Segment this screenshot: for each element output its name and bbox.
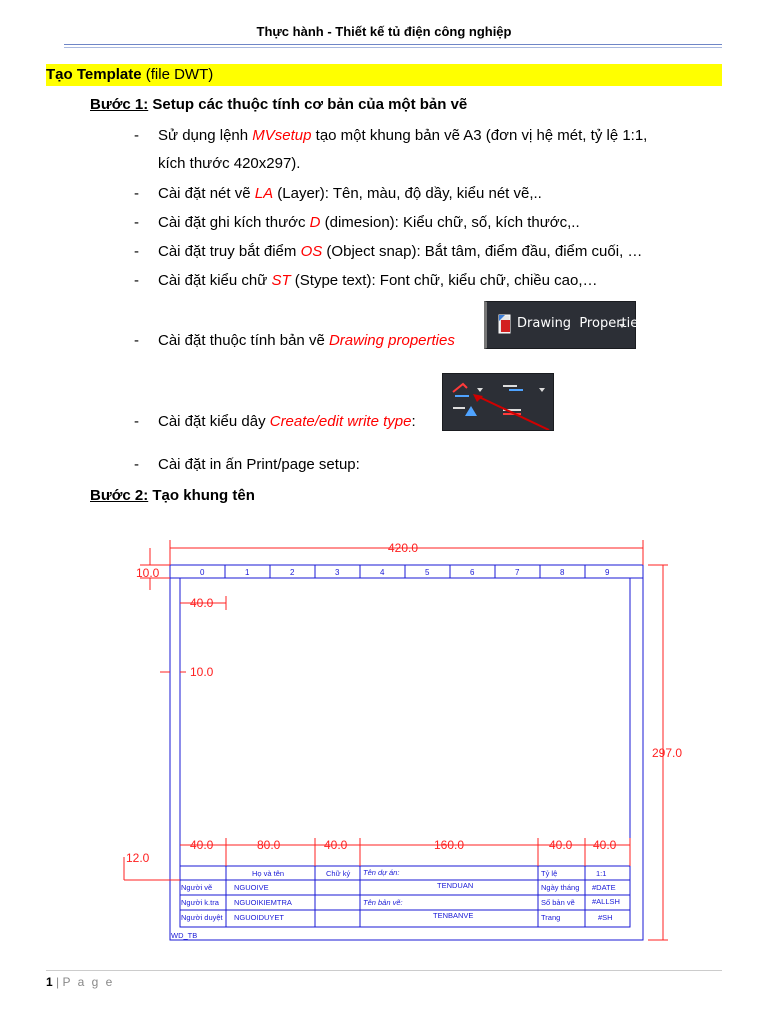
right-label: Ngày tháng — [541, 883, 580, 892]
bottom-dim: 40.0 — [324, 838, 348, 852]
ten-ban-ve-value: TENBANVE — [433, 911, 474, 920]
zone-number: 0 — [200, 568, 205, 577]
bottom-dim: 80.0 — [257, 838, 281, 852]
col-ho-ten: Họ và tên — [252, 869, 285, 878]
step1-title: Setup các thuộc tính cơ bản của một bản vẽ — [148, 96, 468, 113]
step1-heading — [90, 96, 467, 113]
right-label: Số bản vẽ — [541, 898, 575, 907]
zone-number: 1 — [245, 568, 250, 577]
bottom-dim: 40.0 — [593, 838, 617, 852]
row-label: Người duyệt — [181, 913, 223, 922]
page-footer — [46, 975, 114, 989]
dim-left-40: 40.0 — [190, 596, 214, 610]
step2-title: Tạo khung tên — [148, 487, 255, 504]
command-name: Create/edit write type — [269, 413, 412, 430]
wire-type-icons — [443, 374, 553, 430]
row-value: NGUOIVE — [234, 883, 269, 892]
page-header-title: Thực hành - Thiết kế tủ điện công nghiệp — [256, 24, 512, 39]
zone-number: 6 — [470, 568, 475, 577]
row-label: Người vẽ — [181, 883, 213, 892]
header-rule — [64, 44, 722, 45]
zone-number: 3 — [335, 568, 340, 577]
dim-bottom-12: 12.0 — [126, 851, 150, 865]
zone-number: 9 — [605, 568, 610, 577]
right-value: #SH — [598, 913, 613, 922]
command-name: MVsetup — [252, 127, 312, 144]
step2-heading — [90, 487, 255, 504]
wire-type-toolbar[interactable] — [442, 373, 554, 431]
zone-number: 8 — [560, 568, 565, 577]
right-value: #DATE — [592, 883, 616, 892]
bottom-dim: 40.0 — [549, 838, 573, 852]
bullet-text: Sử dụng lệnh MVsetup tạo một khung bản vẽ A3 (đơn vị hệ mét, tỷ lệ 1:1, — [158, 127, 648, 144]
col-chu-ky: Chữ ký — [326, 869, 351, 878]
ten-du-an-value: TENDUAN — [437, 881, 474, 890]
right-label: Trang — [541, 913, 561, 922]
bottom-dim: 40.0 — [190, 838, 214, 852]
right-label: Tỷ lệ — [541, 869, 558, 878]
ten-ban-ve-label: Tên bản vẽ: — [363, 898, 403, 907]
section-title-bold: Tạo Template — [46, 66, 142, 83]
row-value: NGUOIKIEMTRA — [234, 898, 292, 907]
command-name: ST — [271, 272, 291, 289]
dim-width: 420.0 — [388, 541, 419, 555]
zone-number: 2 — [290, 568, 295, 577]
dim-left-10: 10.0 — [190, 665, 214, 679]
step2-label: Bước 2: — [90, 487, 149, 504]
zone-number: 4 — [380, 568, 385, 577]
header-rule — [64, 47, 722, 48]
bullet-dash: - — [134, 127, 139, 144]
section-heading — [46, 64, 722, 86]
footer-rule — [46, 970, 722, 971]
step1-label: Bước 1: — [90, 96, 149, 113]
command-name: Drawing properties — [328, 332, 455, 349]
command-name: LA — [254, 185, 274, 202]
drawing-properties-button[interactable] — [484, 301, 646, 349]
ten-du-an-label: Tên dự án: — [363, 868, 400, 877]
right-value: 1:1 — [596, 869, 607, 878]
page-word: P a g e — [62, 975, 115, 989]
row-value: NGUOIDUYET — [234, 913, 285, 922]
section-title-rest: (file DWT) — [141, 66, 214, 83]
bottom-dim: 160.0 — [434, 838, 465, 852]
command-name: OS — [300, 243, 323, 260]
drawing-properties-label: Drawing Properties — [517, 316, 646, 331]
row-label: Người k.tra — [181, 898, 219, 907]
corner-label: WD_TB — [171, 931, 198, 940]
command-name: D — [309, 214, 321, 231]
dim-margin-top: 10.0 — [136, 566, 160, 580]
inner-frame — [180, 578, 630, 927]
outer-frame — [170, 565, 643, 940]
footer-separator: | — [56, 975, 60, 989]
zone-number: 5 — [425, 568, 430, 577]
page-number: 1 — [46, 975, 53, 989]
right-value: #ALLSH — [592, 897, 620, 906]
dim-height: 297.0 — [652, 746, 683, 760]
zone-number: 7 — [515, 568, 520, 577]
